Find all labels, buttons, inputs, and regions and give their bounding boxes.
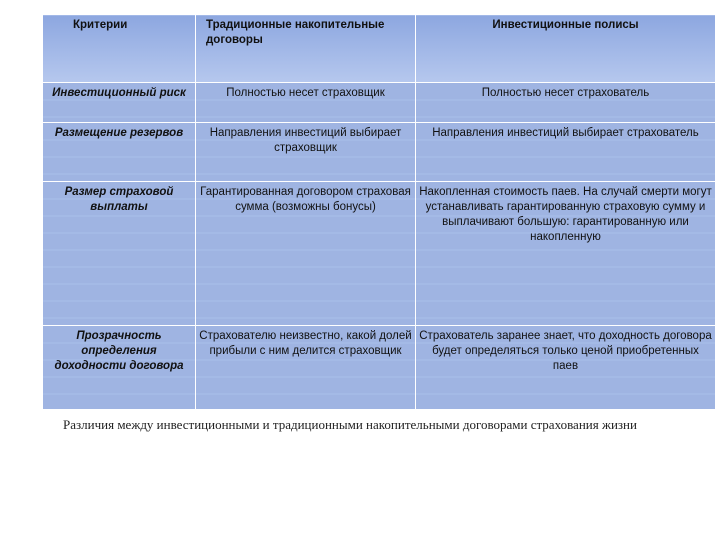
row-criterion: Размещение резервов — [43, 123, 196, 182]
row-investment: Направления инвестиций выбирает страхователь — [416, 123, 716, 182]
table-header-row — [43, 15, 716, 83]
row-criterion: Прозрачность определения доходности договора — [43, 326, 196, 410]
table-row — [43, 123, 716, 182]
header-traditional: Традиционные накопительные договоры — [196, 15, 416, 83]
comparison-table — [42, 14, 716, 410]
row-criterion: Размер страховой выплаты — [43, 182, 196, 326]
table-row — [43, 326, 716, 410]
row-traditional: Гарантированная договором страховая сумма (возможны бонусы) — [196, 182, 416, 326]
header-criteria: Критерии — [43, 15, 196, 83]
row-traditional: Страхователю неизвестно, какой долей прибыли с ним делится страховщик — [196, 326, 416, 410]
table-row — [43, 182, 716, 326]
row-investment: Накопленная стоимость паев. На случай смерти могут устанавливать гарантированную страховую сумму и выплачивают большую: гарантированную или накопленную — [416, 182, 716, 326]
header-investment: Инвестиционные полисы — [416, 15, 716, 83]
row-investment: Полностью несет страхователь — [416, 83, 716, 123]
table-row — [43, 83, 716, 123]
table-caption: Различия между инвестиционными и традиционными накопительными договорами страхования жизни — [63, 417, 637, 432]
comparison-table-container — [42, 14, 712, 410]
row-investment: Страхователь заранее знает, что доходность договора будет определяться только ценой приобретенных паев — [416, 326, 716, 410]
row-criterion: Инвестиционный риск — [43, 83, 196, 123]
row-traditional: Полностью несет страховщик — [196, 83, 416, 123]
row-traditional: Направления инвестиций выбирает страховщик — [196, 123, 416, 182]
